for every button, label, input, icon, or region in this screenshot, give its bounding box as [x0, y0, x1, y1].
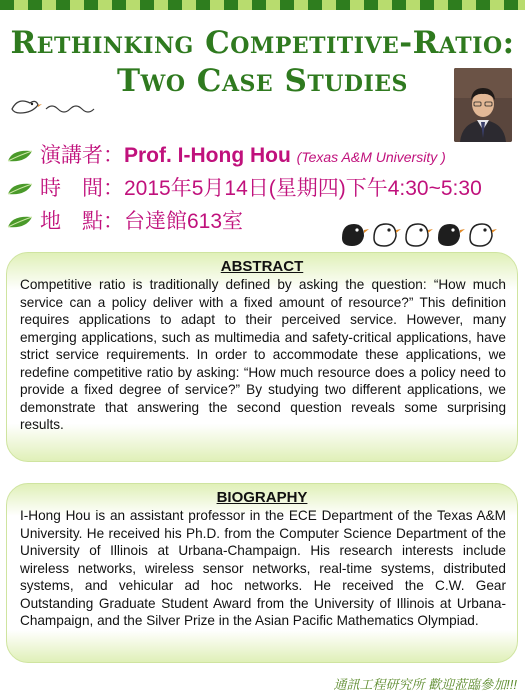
footer-note: 通訊工程研究所 歡迎蒞臨參加!!!	[333, 677, 517, 692]
bird-icon	[406, 224, 433, 246]
time-value: 2015年5月14日(星期四)下午4:30~5:30	[124, 177, 482, 200]
page-title	[0, 24, 525, 100]
time-line	[40, 173, 482, 205]
time-label: 時 間：	[40, 177, 124, 200]
biography-text: I-Hong Hou is an assistant professor in the ECE Department of the Texas A&M University. He received his Ph.D. from the Computer Science Department of the University of Illinois at Urbana-Champaign. His research interests include wireless networks, wireless sensor networks, real-time systems, distributed systems, and vehicular ad hoc networks. He received the C.W. Gear Outstanding Graduate Student Award from the University of Illinois at Urbana-Champaign, and the Silver Prize in the Asian Pacific Mathematics Olympiad.	[20, 508, 506, 628]
bird-icon	[342, 224, 369, 246]
location-line	[40, 206, 243, 238]
speaker-affiliation: (Texas A&M University )	[296, 149, 446, 165]
speaker-label: 演講者：	[40, 144, 124, 167]
biography-heading: BIOGRAPHY	[216, 489, 308, 506]
speaker-name: Prof. I-Hong Hou	[124, 144, 291, 167]
birds-decoration	[338, 216, 498, 255]
bird-icon	[8, 95, 98, 124]
bird-icon	[470, 224, 497, 246]
location-label: 地 點：	[40, 210, 124, 233]
abstract-text: Competitive ratio is traditionally defined by asking the question: “How much service can a policy deliver with a fixed amount of resource?” This definition requires applications to adapt to their perceived service. However, many emerging applications, such as multimedia and safety-critical applications, have strict service requirements. In order to accommodate these applications, we redefine competitive ratio by asking: “How much resource does a policy need to provide a fixed degree of service?” By studying two different applications, we demonstrate that answering the second question reveals some surprising results.	[20, 277, 506, 432]
bird-icon	[438, 224, 465, 246]
speaker-photo	[454, 68, 512, 142]
abstract-box	[6, 252, 518, 462]
leaf-bullet-icon	[6, 215, 34, 229]
location-value: 台達館613室	[124, 210, 244, 233]
title-line-1: Rethinking Competitive-Ratio:	[10, 25, 515, 61]
bird-icon	[374, 224, 401, 246]
leaf-bullet-icon	[6, 182, 34, 196]
biography-box	[6, 483, 518, 663]
abstract-heading: ABSTRACT	[220, 258, 304, 275]
leaf-bullet-icon	[6, 149, 34, 163]
decorative-top-band	[0, 0, 525, 10]
speaker-line	[40, 140, 446, 173]
title-line-2: Two Case Studies	[117, 63, 408, 99]
